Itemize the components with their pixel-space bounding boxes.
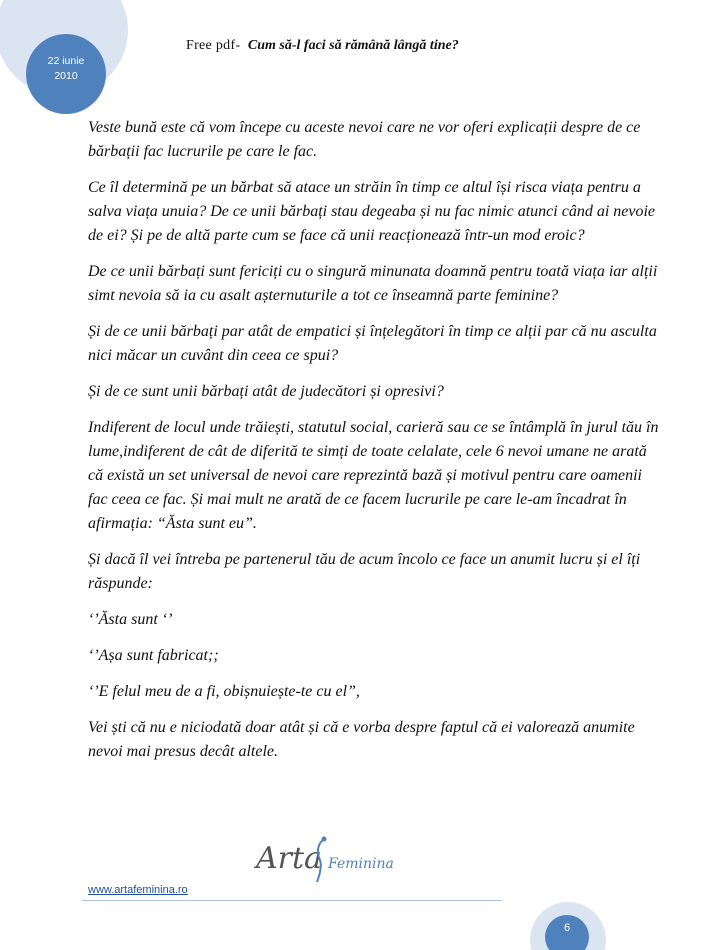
body-text [88, 116, 660, 776]
date-year: 2010 [54, 70, 78, 82]
logo-word-arta: Arta [256, 841, 322, 876]
paragraph: Indiferent de locul unde trăiești, statutul social, carieră sau ce se întâmplă în jurul tău în lume,indiferent de cât de diferită te simți de toate celalate, cele 6 nevoi umane ne arată că există un set universal de nevoi care reprezintă bază și motivul pentru care oamenii fac ceea ce fac. Și mai mult ne arată de ce facem lucrurile pe care le-am încadrat în afirmația: “Ăsta sunt eu”. [88, 419, 659, 532]
page-number-decoration [530, 890, 610, 950]
arta-feminina-logo [254, 834, 404, 884]
paragraph: Ce îl determină pe un bărbat să atace un străin în timp ce altul își risca viața pentru a salva viața unuia? De ce unii bărbați stau degeaba și nu fac nimic atunci când ai nevoie de ei? Și pe de altă parte cum se face că unii reacționează într-un mod eroic? [88, 179, 656, 244]
logo-figure-head [322, 837, 327, 842]
logo-word-feminina: Feminina [328, 856, 394, 872]
paragraph: ‘’E felul meu de a fi, obișnuiește-te cu el”, [88, 683, 360, 700]
page-header [186, 38, 459, 54]
date-badge [36, 54, 96, 84]
paragraph: Și de ce sunt unii bărbați atât de judecători și opresivi? [88, 383, 444, 400]
paragraph: ‘’Așa sunt fabricat;; [88, 647, 219, 664]
page-number: 6 [563, 922, 571, 934]
paragraph: ‘’Ăsta sunt ‘’ [88, 611, 173, 628]
header-title: Cum să-l faci să rămână lângă tine? [247, 38, 459, 53]
paragraph: De ce unii bărbați sunt fericiți cu o singură minunata doamnă pentru toată viața iar alții simt nevoia să ia cu asalt așternuturile a tot ce înseamnă parte feminine? [88, 263, 658, 304]
footer-divider [82, 900, 502, 901]
paragraph: Și dacă îl vei întreba pe partenerul tău de acum încolo ce face un anumit lucru și el îți răspunde: [88, 551, 641, 592]
website-link[interactable]: www.artafeminina.ro [88, 884, 188, 896]
header-prefix: Free pdf- [186, 38, 241, 53]
date-day: 22 iunie [47, 55, 85, 67]
paragraph: Și de ce unii bărbați par atât de empatici și înțelegători în timp ce alții par că nu asculta nici măcar un cuvânt din ceea ce spui? [88, 323, 657, 364]
paragraph: Vei ști că nu e niciodată doar atât și că e vorba despre faptul că ei valorează anumite nevoi mai presus decât altele. [88, 719, 635, 760]
paragraph: Veste bună este că vom începe cu aceste nevoi care ne vor oferi explicații despre de ce bărbații fac lucrurile pe care le fac. [88, 119, 641, 160]
